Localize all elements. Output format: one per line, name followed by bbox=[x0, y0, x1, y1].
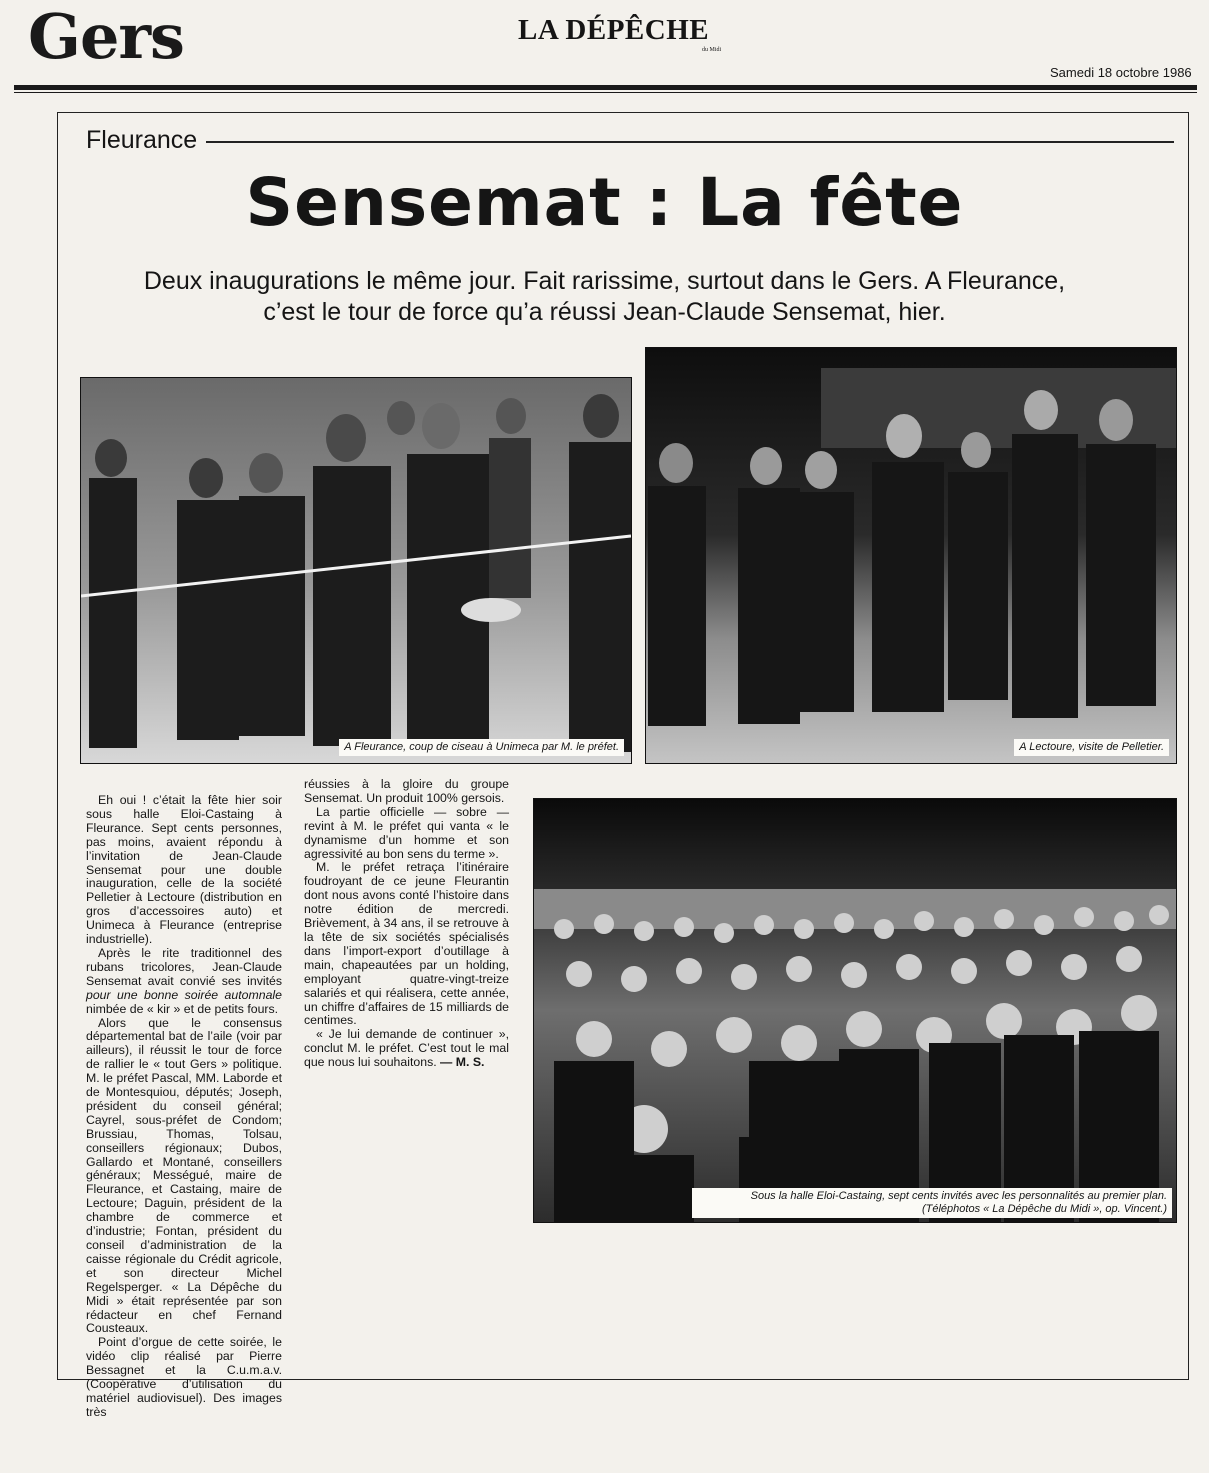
newspaper-name: LA DÉPÊCHE bbox=[518, 14, 710, 46]
col1-paragraph-4: Point d’orgue de cette soirée, le vidéo clip réalisé par Pierre Bessagnet et la C.u.m.a.v. (Coopérative d’utilisation du matériel audiovisuel). Des images très bbox=[86, 1335, 282, 1419]
photo-crowd-hall-caption bbox=[692, 1188, 1172, 1218]
col2-paragraph-1: réussies à la gloire du groupe Sensemat. Un produit 100% gersois. bbox=[304, 777, 509, 805]
col1-paragraph-2-end: nimbée de « kir » et de petits fours. bbox=[86, 1001, 279, 1016]
masthead-rule-thick bbox=[14, 85, 1197, 90]
lead-line-1: Deux inaugurations le même jour. Fait rarissime, surtout dans le Gers. A Fleurance, bbox=[143, 267, 1066, 295]
lead-line-2: c’est le tour de force qu’a réussi Jean-Claude Sensemat, hier. bbox=[263, 298, 946, 326]
article-signature: — M. S. bbox=[436, 1055, 485, 1070]
col1-paragraph-2-italic: pour une bonne soirée automnale bbox=[86, 987, 282, 1002]
issue-date: Samedi 18 octobre 1986 bbox=[1050, 65, 1192, 80]
col1-paragraph-2 bbox=[86, 947, 282, 1017]
photo-visit-pelletier-image bbox=[646, 348, 1176, 763]
photo-crowd-caption-line-1: Sous la halle Eloi-Castaing, sept cents invités avec les personnalités au premier plan. bbox=[750, 1190, 1167, 1202]
section-title: Gers bbox=[28, 0, 184, 73]
col2-paragraph-2: La partie officielle — sobre — revint à M. le préfet qui vanta « le dynamisme d’un homme et son agressivité au bon sens du terme ». bbox=[304, 804, 509, 861]
photo-crowd-hall bbox=[533, 798, 1177, 1223]
article-kicker: Fleurance bbox=[86, 126, 198, 154]
article-column-2 bbox=[304, 778, 509, 1070]
photo-visit-pelletier bbox=[645, 347, 1177, 764]
article-column-1 bbox=[86, 794, 282, 1420]
photo-crowd-hall-image bbox=[534, 799, 1176, 1222]
col2-paragraph-3: M. le préfet retraça l’itinéraire foudroyant de ce jeune Fleurantin dont nous avons conté l’histoire dans notre édition de mercredi. Brièvement, à 34 ans, il se retrouve à la tête de six sociétés spécialisés dans l’import-export d’outillage à main, chapeautées par un holding, employant quatre-vingt-treize salariés et qui réalisera, cette année, un chiffre d’affaires de 15 milliards de centimes. bbox=[304, 860, 509, 1028]
photo-ribbon-cutting-caption: A Fleurance, coup de ciseau à Unimeca par M. le préfet. bbox=[339, 739, 624, 756]
newspaper-subtitle: du Midi bbox=[702, 47, 722, 53]
article-lead bbox=[0, 266, 1209, 328]
photo-ribbon-cutting bbox=[80, 377, 632, 764]
col2-paragraph-4-text: « Je lui demande de continuer », conclut M. le préfet. C’est tout le mal que nous lui souhaitons. bbox=[304, 1027, 509, 1070]
photo-crowd-caption-credit: (Téléphotos « La Dépêche du Midi », op. Vincent.) bbox=[921, 1203, 1167, 1215]
col1-paragraph-1: Eh oui ! c’était la fête hier soir sous halle Eloi-Castaing à Fleurance. Sept cents personnes, pas moins, avaient répondu à l’invitation de Jean-Claude Sensemat pour une double inauguration, celle de la société Pelletier à Lectoure (distribution en gros d’accessoires auto) et Unimeca à Fleurance (entreprise industrielle). bbox=[86, 793, 282, 947]
article-headline: Sensemat : La fête bbox=[245, 164, 964, 241]
col2-paragraph-4 bbox=[304, 1028, 509, 1070]
col1-paragraph-3: Alors que le consensus départemental bat de l’aile (voir par ailleurs), il réussit le tour de force de rallier le « tout Gers » politique. M. le préfet Pascal, MM. Laborde et de Montesquiou, députés; Joseph, président du conseil général; Cayrel, sous-préfet de Condom; Brussiau, Thomas, Tolsau, conseillers régionaux; Dubos, Gallardo et Montané, conseillers généraux; Mességué, maire de Fleurance, et Castaing, maire de Lectoure; Daguin, président de la chambre de commerce et d’industrie; Fontan, président du conseil d’administration de la caisse régionale du Crédit agricole, et son directeur Michel Regelsperger. « La Dépêche du Midi » était représentée par son rédacteur en chef Fernand Cousteaux. bbox=[86, 1015, 282, 1336]
col1-paragraph-2-text: Après le rite traditionnel des rubans tricolores, Jean-Claude Sensemat avait convié ses invités bbox=[86, 945, 282, 988]
kicker-rule bbox=[206, 141, 1174, 143]
masthead-rule-thin bbox=[14, 92, 1197, 93]
photo-visit-pelletier-caption: A Lectoure, visite de Pelletier. bbox=[1014, 739, 1169, 756]
photo-ribbon-cutting-image bbox=[81, 378, 631, 763]
